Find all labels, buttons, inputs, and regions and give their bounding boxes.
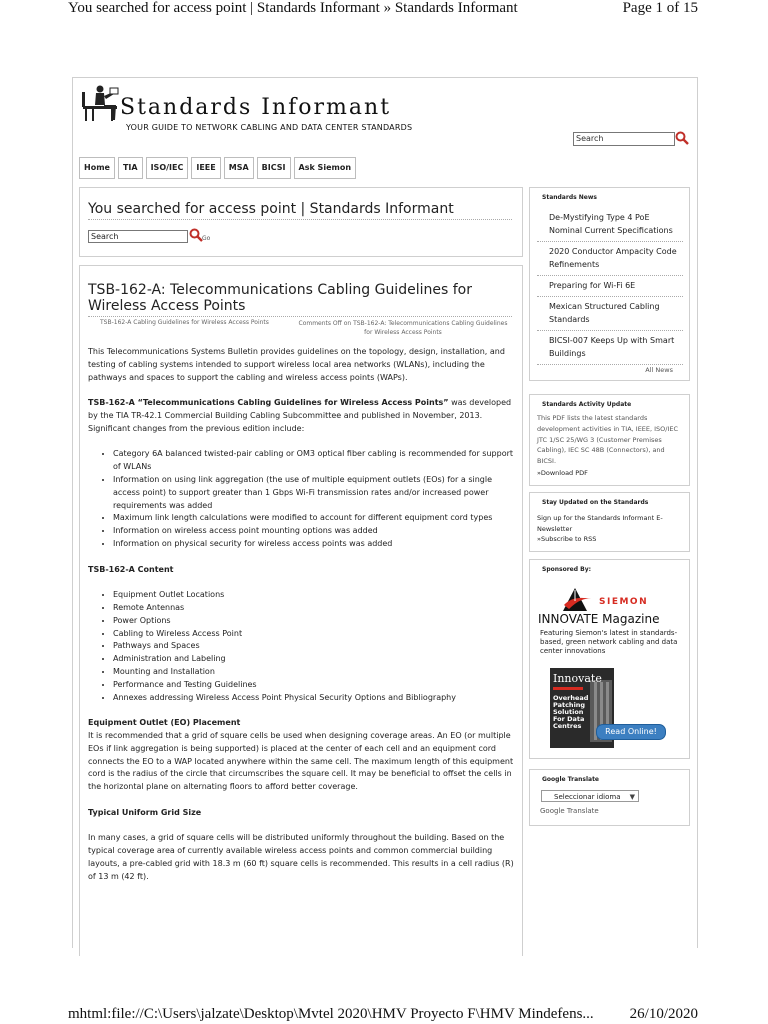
list-item: • Information on physical security for wireless access points was added bbox=[113, 538, 516, 551]
news-list bbox=[537, 208, 683, 365]
divider bbox=[88, 316, 512, 317]
cover-line: Overhead bbox=[553, 694, 589, 702]
content-list bbox=[88, 589, 516, 704]
widget-title: Google Translate bbox=[542, 776, 600, 783]
widget-title: Standards Activity Update bbox=[542, 401, 632, 408]
changes-list bbox=[88, 448, 516, 550]
news-link[interactable]: 2020 Conductor Ampacity Code Refinements bbox=[537, 242, 683, 276]
google-translate-widget bbox=[529, 769, 690, 826]
nav-msa[interactable]: MSA bbox=[224, 157, 254, 179]
widget-title: Sponsored By: bbox=[542, 566, 591, 573]
language-select-value: Seleccionar idioma bbox=[554, 793, 621, 801]
print-page-number: Page 1 of 15 bbox=[622, 0, 698, 16]
download-pdf-link[interactable]: »Download PDF bbox=[537, 469, 588, 477]
list-item: • Equipment Outlet Locations bbox=[113, 589, 516, 602]
standards-news-widget bbox=[529, 187, 690, 381]
read-online-button[interactable]: Read Online! bbox=[596, 724, 666, 740]
article-intro: This Telecommunications Systems Bulletin provides guidelines on the topology, design, installation, and testing of cabling systems intended to support wireless local area networks (WLANs), including the pathways and spaces to support the cabling and wireless access points (WAPs). bbox=[88, 347, 505, 382]
google-wordmark: Google bbox=[540, 807, 565, 815]
cover-title: Innovate bbox=[553, 672, 602, 685]
chevron-down-icon: ▼ bbox=[629, 793, 635, 801]
widget-title: Standards News bbox=[542, 194, 597, 201]
language-select[interactable] bbox=[541, 790, 639, 802]
cover-line: Centres bbox=[553, 722, 582, 730]
paragraph-text: In many cases, a grid of square cells will be distributed uniformly throughout the building. Based on the typical coverage area of currently available wireless access points and common commercial building layouts, a pre-cabled grid with 18.3 m (60 ft) square cells is recommended. This results in a cell radius (R) of 13 m (42 ft). bbox=[88, 833, 514, 881]
list-item: • Pathways and Spaces bbox=[113, 640, 516, 653]
site-title[interactable]: Standards Informant bbox=[120, 95, 392, 120]
print-header-title: You searched for access point | Standards Informant » Standards Informant bbox=[68, 0, 518, 16]
sponsor-heading[interactable]: INNOVATE Magazine bbox=[538, 612, 660, 626]
search-results-header bbox=[79, 187, 523, 257]
stay-updated-widget bbox=[529, 492, 690, 552]
list-item: • Mounting and Installation bbox=[113, 666, 516, 679]
cover-line: For Data bbox=[553, 715, 585, 723]
subscribe-rss-link[interactable]: »Subscribe to RSS bbox=[537, 535, 597, 543]
paragraph-text: It is recommended that a grid of square cells be used when designing coverage areas. An EO (or multiple EOs if link aggregation is being supported) is placed at the center of each cell and an equipment cord connects the EO to a WAP located anywhere within the same cell. The maximum length of this equipment cord is the radius of the circle that circumscribes the square cell. It may be beneficial to offset the cells in the horizontal plane on alternating floors to afford better coverage. bbox=[88, 730, 514, 792]
paragraph-text: was developed by the TIA TR-42.1 Commercial Building Cabling Subcommittee and published in November, 2013. Significant changes from the previous edition include: bbox=[88, 398, 512, 433]
list-item: • Category 6A balanced twisted-pair cabling or OM3 optical fiber cabling is recommended for support of WLANs bbox=[113, 448, 516, 474]
list-item: • Information on wireless access point mounting options was added bbox=[113, 525, 516, 538]
search-icon[interactable] bbox=[189, 228, 203, 242]
nav-ieee[interactable]: IEEE bbox=[191, 157, 220, 179]
print-file-path: mhtml:file://C:\Users\jalzate\Desktop\Mvtel 2020\HMV Proyecto F\HMV Mindefens... bbox=[68, 1006, 594, 1022]
news-link[interactable]: Preparing for Wi-Fi 6E bbox=[537, 276, 683, 297]
header-search-input[interactable]: Search bbox=[573, 132, 675, 146]
news-link[interactable]: De-Mystifying Type 4 PoE Nominal Current Specifications bbox=[537, 208, 683, 242]
article bbox=[79, 265, 523, 956]
list-item: • Annexes addressing Wireless Access Point Physical Security Options and Bibliography bbox=[113, 692, 516, 705]
list-item: • Remote Antennas bbox=[113, 602, 516, 615]
standards-activity-widget bbox=[529, 394, 690, 486]
all-news-link[interactable]: All News bbox=[645, 366, 673, 374]
article-comments-status: Comments Off on TSB-162-A: Telecommunications Cabling Guidelines for Wireless Access Points bbox=[298, 320, 508, 336]
go-label: Go bbox=[202, 235, 211, 242]
sponsor-widget bbox=[529, 559, 690, 759]
site-tagline: YOUR GUIDE TO NETWORK CABLING AND DATA CENTER STANDARDS bbox=[126, 123, 413, 132]
list-item: • Cabling to Wireless Access Point bbox=[113, 628, 516, 641]
news-link[interactable]: Mexican Structured Cabling Standards bbox=[537, 297, 683, 331]
news-link[interactable]: BICSI-007 Keeps Up with Smart Buildings bbox=[537, 331, 683, 365]
search-icon[interactable] bbox=[675, 131, 689, 145]
article-body bbox=[88, 346, 516, 896]
cover-line: Solution bbox=[553, 708, 584, 716]
newsletter-signup-link[interactable]: Sign up for the Standards Informant E-Newsletter bbox=[537, 514, 663, 533]
article-title[interactable]: TSB-162-A: Telecommunications Cabling Guidelines for Wireless Access Points bbox=[88, 282, 472, 314]
cover-line: Patching bbox=[553, 701, 586, 709]
nav-ask-siemon[interactable]: Ask Siemon bbox=[294, 157, 357, 179]
print-date: 26/10/2020 bbox=[629, 1006, 698, 1022]
powered-by-google[interactable] bbox=[540, 807, 599, 815]
nav-iso-iec[interactable]: ISO/IEC bbox=[146, 157, 189, 179]
widget-text: This PDF lists the latest standards development activities in TIA, IEEE, ISO/IEC JTC 1/SC 25/WG 3 (Customer Premises Cabling), IEC SC 48B (Connectors), and BICSI. bbox=[537, 414, 679, 466]
translate-label: Translate bbox=[566, 807, 599, 815]
list-item: • Administration and Labeling bbox=[113, 653, 516, 666]
list-item: • Information on using link aggregation (the use of multiple equipment outlets (EOs) for a single access point) to support greater than 1 Gbps Wi-Fi transmission rates and/or increased power requirements was added bbox=[113, 474, 516, 512]
section-heading: Typical Uniform Grid Size bbox=[88, 807, 202, 817]
section-heading: TSB-162-A Content bbox=[88, 564, 174, 574]
section-heading: Equipment Outlet (EO) Placement bbox=[88, 718, 241, 728]
nav-home[interactable]: Home bbox=[79, 157, 115, 179]
reading-man-logo-icon[interactable] bbox=[80, 84, 120, 122]
main-nav bbox=[79, 157, 359, 179]
list-item: • Power Options bbox=[113, 615, 516, 628]
nav-tia[interactable]: TIA bbox=[118, 157, 143, 179]
list-item: • Maximum link length calculations were modified to account for different equipment cord types bbox=[113, 512, 516, 525]
siemon-wordmark: SIEMON bbox=[599, 597, 649, 607]
results-search-input[interactable]: Search bbox=[88, 230, 188, 243]
article-paragraph bbox=[88, 397, 516, 435]
siemon-logo-icon[interactable] bbox=[561, 585, 661, 613]
page-title: You searched for access point | Standards Informant bbox=[88, 201, 454, 217]
bulletin-name: TSB-162-A “Telecommunications Cabling Guidelines for Wireless Access Points” bbox=[88, 398, 449, 408]
nav-bicsi[interactable]: BICSI bbox=[257, 157, 291, 179]
widget-title: Stay Updated on the Standards bbox=[542, 499, 649, 506]
article-tags-link[interactable]: TSB-162-A Cabling Guidelines for Wireless Access Points bbox=[100, 319, 269, 326]
divider bbox=[88, 219, 512, 220]
list-item: • Performance and Testing Guidelines bbox=[113, 679, 516, 692]
sponsor-description: Featuring Siemon's latest in standards-based, green network cabling and data center innovations bbox=[540, 629, 678, 655]
